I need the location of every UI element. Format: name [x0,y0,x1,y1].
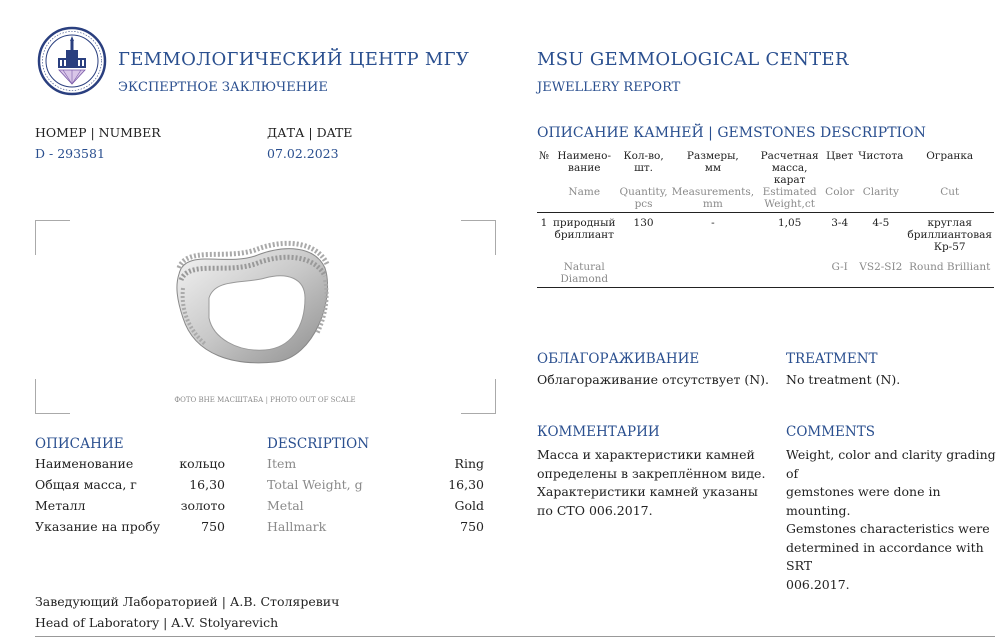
signature-en: Head of Laboratory | A.V. Stolyarevich [35,615,279,630]
cell-clarity-en: VS2-SI2 [856,253,905,288]
row-value: 750 [460,519,484,534]
frame-corner-tr [461,220,496,255]
title-ru: ГЕММОЛОГИЧЕСКИЙ ЦЕНТР МГУ [118,49,470,70]
col-color: Цвет [826,150,854,162]
row-label: Hallmark [267,519,327,534]
col-color-en: Color [825,186,855,198]
msu-building-seal-icon [37,26,107,96]
table-row [537,213,994,254]
cell-name-en: Natural Diamond [551,253,618,288]
description-en-row [267,456,484,477]
subtitle-ru: ЭКСПЕРТНОЕ ЗАКЛЮЧЕНИЕ [118,80,328,95]
col-weight-en: Estimated Weight,ct [762,186,817,210]
description-en-heading: DESCRIPTION [267,436,370,452]
row-value: кольцо [179,456,225,471]
cell-cut: круглая бриллиантовая Кр-57 [905,213,994,254]
subtitle-en: JEWELLERY REPORT [537,80,681,95]
treatment-heading-ru: ОБЛАГОРАЖИВАНИЕ [537,351,700,367]
cell-no-en [537,253,551,288]
row-value: 16,30 [448,477,484,492]
title-en: MSU GEMMOLOGICAL CENTER [537,49,849,70]
cell-name: природный бриллиант [551,213,618,254]
number-label: НОМЕР | NUMBER [35,125,161,140]
row-value: 750 [201,519,225,534]
row-value: золото [180,498,225,513]
description-en-row [267,519,484,540]
table-header-en [537,186,994,213]
cell-qty: 130 [618,213,670,254]
row-value: Gold [454,498,484,513]
signature-ru: Заведующий Лабораторией | А.В. Столяревич [35,594,340,609]
row-label: Total Weight, g [267,477,363,492]
col-weight: Расчетная масса, карат [760,150,819,186]
col-qty-en: Quantity, pcs [619,186,668,210]
ring-photo [165,238,343,368]
date-value: 07.02.2023 [267,146,339,161]
number-value: D - 293581 [35,146,105,161]
description-ru-row [35,456,225,477]
cell-clarity: 4-5 [856,213,905,254]
col-clarity-en: Clarity [862,186,899,198]
cell-weight: 1,05 [756,213,823,254]
treatment-text-ru: Облагораживание отсутствует (N). [537,372,770,387]
description-en-list [267,456,484,540]
description-ru-row [35,498,225,519]
col-qty: Кол-во, шт. [623,150,664,174]
gemstones-table [537,147,994,288]
cell-no: 1 [537,213,551,254]
col-clarity: Чистота [858,150,904,162]
comments-text-ru: Масса и характеристики камней определены в закреплённом виде. Характеристики камней указаны по СТО 006.2017. [537,447,766,518]
description-en-row [267,498,484,519]
row-label: Наименование [35,456,134,471]
treatment-text-en: No treatment (N). [786,372,901,387]
description-en-row [267,477,484,498]
msu-logo [37,26,107,96]
description-ru-row [35,519,225,540]
col-no: № [539,150,549,162]
cell-color-en: G-I [823,253,856,288]
description-ru-list [35,456,225,540]
table-header-ru [537,147,994,186]
row-label: Общая масса, г [35,477,137,492]
comments-text-en: Weight, color and clarity grading of gemstones were done in mounting. Gemstones characteristics were determined in accordance with SRT 006.2017. [786,447,996,592]
row-value: 16,30 [189,477,225,492]
description-ru-heading: ОПИСАНИЕ [35,436,124,452]
description-ru-row [35,477,225,498]
cell-cut-en: Round Brilliant [905,253,994,288]
footer-divider [35,636,995,637]
frame-corner-tl [35,220,70,255]
cell-weight-en [756,253,823,288]
gemstones-heading: ОПИСАНИЕ КАМНЕЙ | GEMSTONES DESCRIPTION [537,125,926,141]
col-name-en: Name [568,186,601,198]
cell-measure-en [670,253,757,288]
col-measure: Размеры, мм [686,150,739,174]
comments-heading-ru: КОММЕНТАРИИ [537,424,660,440]
cell-measure: - [670,213,757,254]
cell-color: 3-4 [823,213,856,254]
diamond-ring-photo [165,238,343,368]
row-value: Ring [454,456,484,471]
col-name: Наимено- вание [557,150,612,174]
row-label: Item [267,456,297,471]
row-label: Металл [35,498,86,513]
col-cut-en: Cut [940,186,960,198]
row-label: Указание на пробу [35,519,161,534]
treatment-heading-en: TREATMENT [786,351,878,367]
date-label: ДАТА | DATE [267,125,353,140]
col-cut: Огранка [926,150,974,162]
row-label: Metal [267,498,304,513]
comments-heading-en: COMMENTS [786,424,875,440]
photo-caption: ФОТО ВНЕ МАСШТАБА | PHOTO OUT OF SCALE [174,396,356,404]
table-row-en [537,253,994,288]
col-no-en [537,186,551,213]
col-measure-en: Measurements, mm [671,186,755,210]
cell-qty-en [618,253,670,288]
